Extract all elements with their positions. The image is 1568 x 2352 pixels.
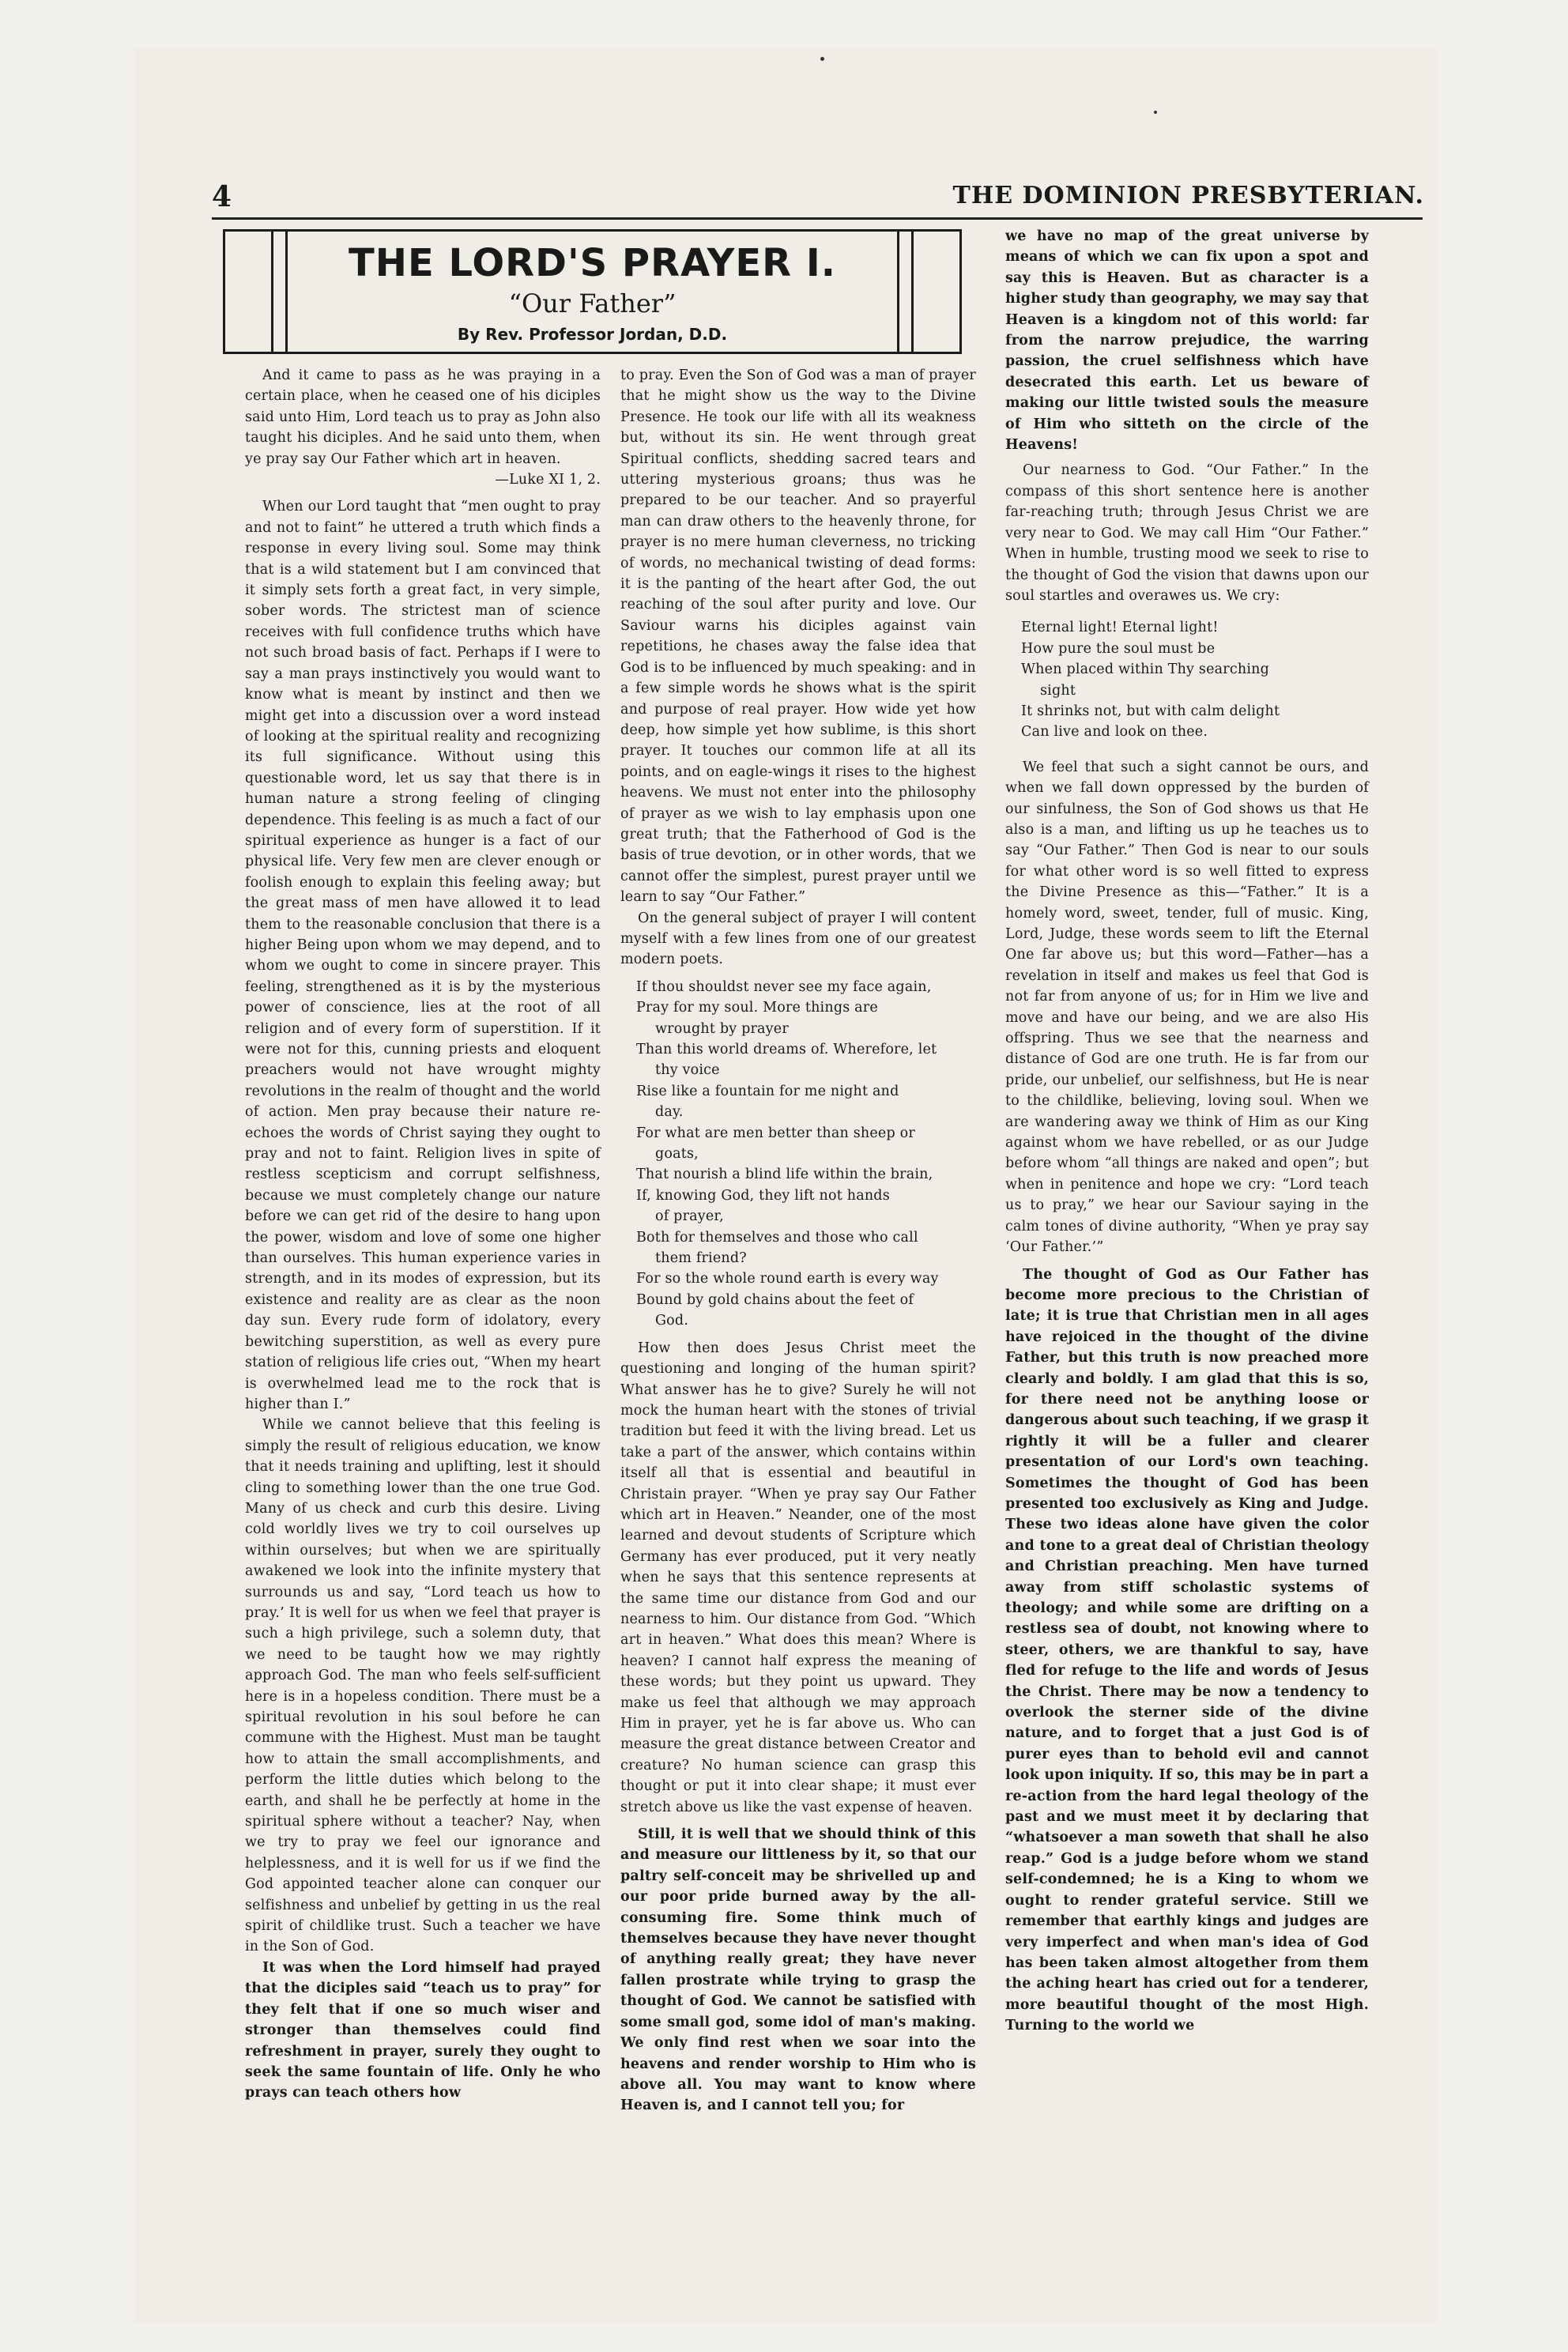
paragraph: we have no map of the great universe by means of which we can fix upon a spot and say this is Heaven. But as character is a higher study than geography, we may say that Heaven is a kingdom not of this world: far from the narrow prejudice, the warring passion, the cruel selfishness which have desecrated this earth. Let us beware of making our little twisted souls the measure of Him who sitteth on the circle of the Heavens! [1005,228,1369,454]
paragraph: On the general subject of prayer I will content myself with a few lines from one of our greatest modern poets. [620,910,976,968]
poem-line: When placed within Thy searching [1021,662,1269,678]
poem-line: Eternal light! Eternal light! [1021,620,1219,636]
article-title: THE LORD'S PRAYER I. [349,241,836,285]
poem-line: wrought by prayer [655,1020,789,1037]
poem-quotation [620,977,976,1332]
running-head [212,180,1424,213]
poem-line: If, knowing God, they lift not hands [636,1187,890,1204]
paragraph: The thought of God as Our Father has become more precious to the Christian of late; it is true that Christian men in all ages have rejoiced in the thought of the divine Father, but this truth is now preached more clearly and boldly. I am glad that this is so, for there need not be anything loose or dangerous about such teaching, if we grasp it rightly it will be a fuller and clearer presentation of our Lord's own teaching. Sometimes the thought of God has been presented too exclusively as King and Judge. These two ideas alone have given the color and tone to a great deal of Christian theology and Christian preaching. Men have turned away from stiff scholastic systems of theology; and while some are drifting on a restless sea of doubt, not knowing where to steer, others, we are thankful to say, have fled for refuge to the life and words of Jesus the Christ. There may be now a tendency to overlook the sterner side of the divine nature, and to forget that a just God is of purer eyes than to behold evil and cannot look upon iniquity. If so, this may be in part a re-action from the hard legal theology of the past and we must meet it by declaring that “whatsoever a man soweth that shall he also reap.” God is a judge before whom we stand self-condemned; he is a King to whom we ought to render grateful service. Still we remember that earthly kings and judges are very imperfect and when man's idea of God has been taken almost altogether from them the aching heart has cried out for a tenderer, more beautiful thought of the most High. Turning to the world we [1005,1266,1369,2034]
poem-line: thy voice [655,1062,720,1079]
column-2 [620,365,976,2116]
column-1 [245,365,601,2104]
poem-line: sight [1040,682,1076,699]
paragraph: to pray. Even the Son of God was a man of prayer that he might show us the way to the Divine Presence. He took our life with all its weakness but, without its sin. He went through great Spiritual conflicts, shedding sacred tears and uttering mysterious groans; thus was he prepared to be our teacher. And so prayerful man can draw others to the heavenly throne, for prayer is no mere human cleverness, no tricking of words, no mechanical twisting of dead forms: it is the panting of the heart after God, the out reaching of the soul after purity and love. Our Saviour warns his diciples against vain repetitions, he chases away the false idea that God is to be influenced by much speaking: and in a few simple words he shows what is the spirit and purpose of real prayer. How wide yet how deep, how simple yet how sublime, is this short prayer. It touches our common life at all its points, and on eagle-wings it rises to the highest heavens. We must not enter into the philosophy of prayer as we wish to lay emphasis upon one great truth; that the Fatherhood of God is the basis of true devotion, or in other words, that we cannot offer the simplest, purest prayer until we learn to say “Our Father.” [620,368,976,906]
poem-line: It shrinks not, but with calm delight [1021,703,1280,719]
poem-line: For so the whole round earth is every way [636,1271,939,1287]
header-rule [212,217,1423,220]
poem-line: Pray for my soul. More things are [636,1000,878,1016]
poem-line: Bound by gold chains about the feet of [636,1291,914,1308]
poem-line: goats, [655,1146,699,1163]
poem-line: God. [655,1313,689,1329]
paragraph: While we cannot believe that this feeling is simply the result of religious education, we know that it needs training and uplifting, lest it should cling to something lower than the one true God. Many of us check and curb this desire. Living cold worldly lives we try to coil ourselves up within ourselves; but when we are spiritually awakened we look into the infinite mystery that surrounds us and say, “Lord teach us how to pray.’ It is well for us when we feel that prayer is such a high privilege, such a solemn duty, that we need to be taught how we may rightly approach God. The man who feels self-sufficient here is in a hopeless condition. There must be a spiritual revolution in his soul before he can commune with the Highest. Must man be taught how to attain the small accomplishments, and perform the little duties which belong to the earth, and shall he be perfectly at home in the spiritual sphere without a teacher? Nay, when we try to pray we feel our ignorance and helplessness, and it is well for us if we find the God appointed teacher alone can conquer our selfishness and unbelief by getting in us the real spirit of childlike trust. Such a teacher we have in the Son of God. [245,1417,601,1955]
print-speck [1154,111,1157,114]
article-author: By Rev. Professor Jordan, D.D. [457,325,728,344]
page-number: 4 [212,180,232,213]
poem-line: Rise like a fountain for me night and [636,1083,899,1099]
print-speck [820,57,824,61]
paragraph: We feel that such a sight cannot be ours, and when we fall down oppressed by the burden of our sinfulness, the Son of God shows us that He also is a man, and lifting us up he teaches us to say “Our Father.” Then God is near to our souls for what other word is so well fitted to express the Divine Presence as this—“Father.” It is a homely word, sweet, tender, full of music. King, Lord, Judge, these words seem to lift the Eternal One far above us; but this word—Father—has a revelation in itself and makes us feel that God is not far from anyone of us; for in Him we live and move and have our being, and we are also His offspring. Thus we see that the nearness and distance of God are one truth. He is far from our pride, our unbelief, our selfishness, but He is near to the childlike, believing, loving soul. When we are wandering away we think of Him as our King against whom we have rebelled, or as our Judge before whom “all things are naked and open”; but when in penitence and hope we cry: “Lord teach us to pray,” we hear our Saviour saying in the calm tones of divine authority, “When ye pray say ‘Our Father.’” [1005,759,1369,1256]
poem-line: That nourish a blind life within the brain, [636,1167,933,1183]
poem-quotation [1005,617,1369,742]
poem-line: Can live and look on thee. [1021,724,1208,741]
column-3 [1005,226,1369,2037]
poem-line: day. [655,1104,684,1121]
poem-line: Than this world dreams of. Wherefore, let [636,1042,937,1057]
paragraph: Our nearness to God. “Our Father.” In the compass of this short sentence here is another far-reaching truth; through Jesus Christ we are very near to God. We may call Him “Our Father.” When in humble, trusting mood we seek to rise to the thought of God the vision that dawns upon our soul startles and overawes us. We cry: [1005,462,1369,604]
poem-line: Both for themselves and those who call [636,1229,918,1246]
poem-line: If thou shouldst never see my face again, [636,978,932,995]
epigraph-citation: —Luke XI 1, 2. [495,472,601,488]
poem-line: For what are men better than sheep or [636,1125,915,1141]
article-title-box [223,229,962,354]
paragraph: Still, it is well that we should think of this and measure our littleness by it, so that our paltry self-conceit may be shrivelled up and our poor pride burned away by the all-consuming fire. Some think much of themselves because they have never thought of anything really great; they have never fallen prostrate while trying to grasp the thought of God. We cannot be satisfied with some small god, some idol of man's making. We only find rest when we soar into the heavens and render worship to Him who is above all. You may want to know where Heaven is, and I cannot tell you; for [620,1826,976,2114]
poem-line: them friend? [655,1250,747,1267]
epigraph: And it came to pass as he was praying in a certain place, when he ceased one of his diciples said unto Him, Lord teach us to pray as John also taught his diciples. And he said unto them, when ye pray say Our Father which art in heaven. [245,368,601,467]
poem-line: of prayer, [655,1208,724,1225]
poem-line: How pure the soul must be [1021,640,1216,657]
paragraph: How then does Jesus Christ meet the questioning and longing of the human spirit? What answer has he to give? Surely he will not mock the human heart with the stones of trivial tradition but feed it with the living bread. Let us take a part of the answer, which contains within itself all that is essential and beautiful in Christain prayer. “When ye pray say Our Father which art in Heaven.” Neander, one of the most learned and devout students of Scripture which Germany has ever produced, put it very neatly when he says that this sentence represents at the same time our distance from God and our nearness to him. Our distance from God. “Which art in heaven.” What does this mean? Where is heaven? I cannot half express the meaning of these words; but they point us upward. They make us feel that although we may approach Him in prayer, yet he is far above us. Who can measure the great distance between Creator and creature? No human science can grasp this thought or put it into clear shape; it must ever stretch above us like the vast expense of heaven. [620,1340,976,1815]
paragraph: When our Lord taught that “men ought to pray and not to faint” he uttered a truth which finds a response in every living soul. Some may think that is a wild statement but I am convinced that it simply sets forth a great fact, in very simple, sober words. The strictest man of science receives with full confidence truths which have not such broad basis of fact. Perhaps if I were to say a man prays instinctively you would want to know what is meant by instinct and then we might get into a discussion over a word instead of looking at the spiritual reality and recognizing its full significance. Without using this questionable word, let us say that there is in human nature a strong feeling of clinging dependence. This feeling is as much a fact of our spiritual experience as hunger is a fact of our physical life. Very few men are clever enough or foolish enough to explain this feeling away; but the great mass of men have allowed it to lead them to the reasonable conclusion that there is a higher Being upon whom we may depend, and to whom we ought to come in sincere prayer. This feeling, strengthened as it is by the mysterious power of conscience, lies at the root of all religion and of every form of superstition. If it were not for this, cunning priests and eloquent preachers would not have wrought mighty revolutions in the realm of thought and the world of action. Men pray because their nature re-echoes the words of Christ saying they ought to pray and not to faint. Religion lives in spite of restless scepticism and corrupt selfishness, because we must completely change our nature before we can get rid of the desire to hang upon the power, wisdom and love of some one higher than ourselves. This human experience varies in strength, and in its modes of expression, but its existence and reality are as clear as the noon day sun. Every rude form of idolatory, every bewitching superstition, as well as every pure station of religious life cries out, “When my heart is overwhelmed lead me to the rock that is higher than I.” [245,499,601,1412]
article-subtitle: “Our Father” [508,288,677,318]
journal-title: THE DOMINION PRESBYTERIAN. [952,182,1424,209]
paragraph: It was when the Lord himself had prayed that the diciples said “teach us to pray” for they felt that if one so much wiser and stronger than themselves could find refreshment in prayer, surely they ought to seek the same fountain of life. Only he who prays can teach others how [245,1959,601,2101]
